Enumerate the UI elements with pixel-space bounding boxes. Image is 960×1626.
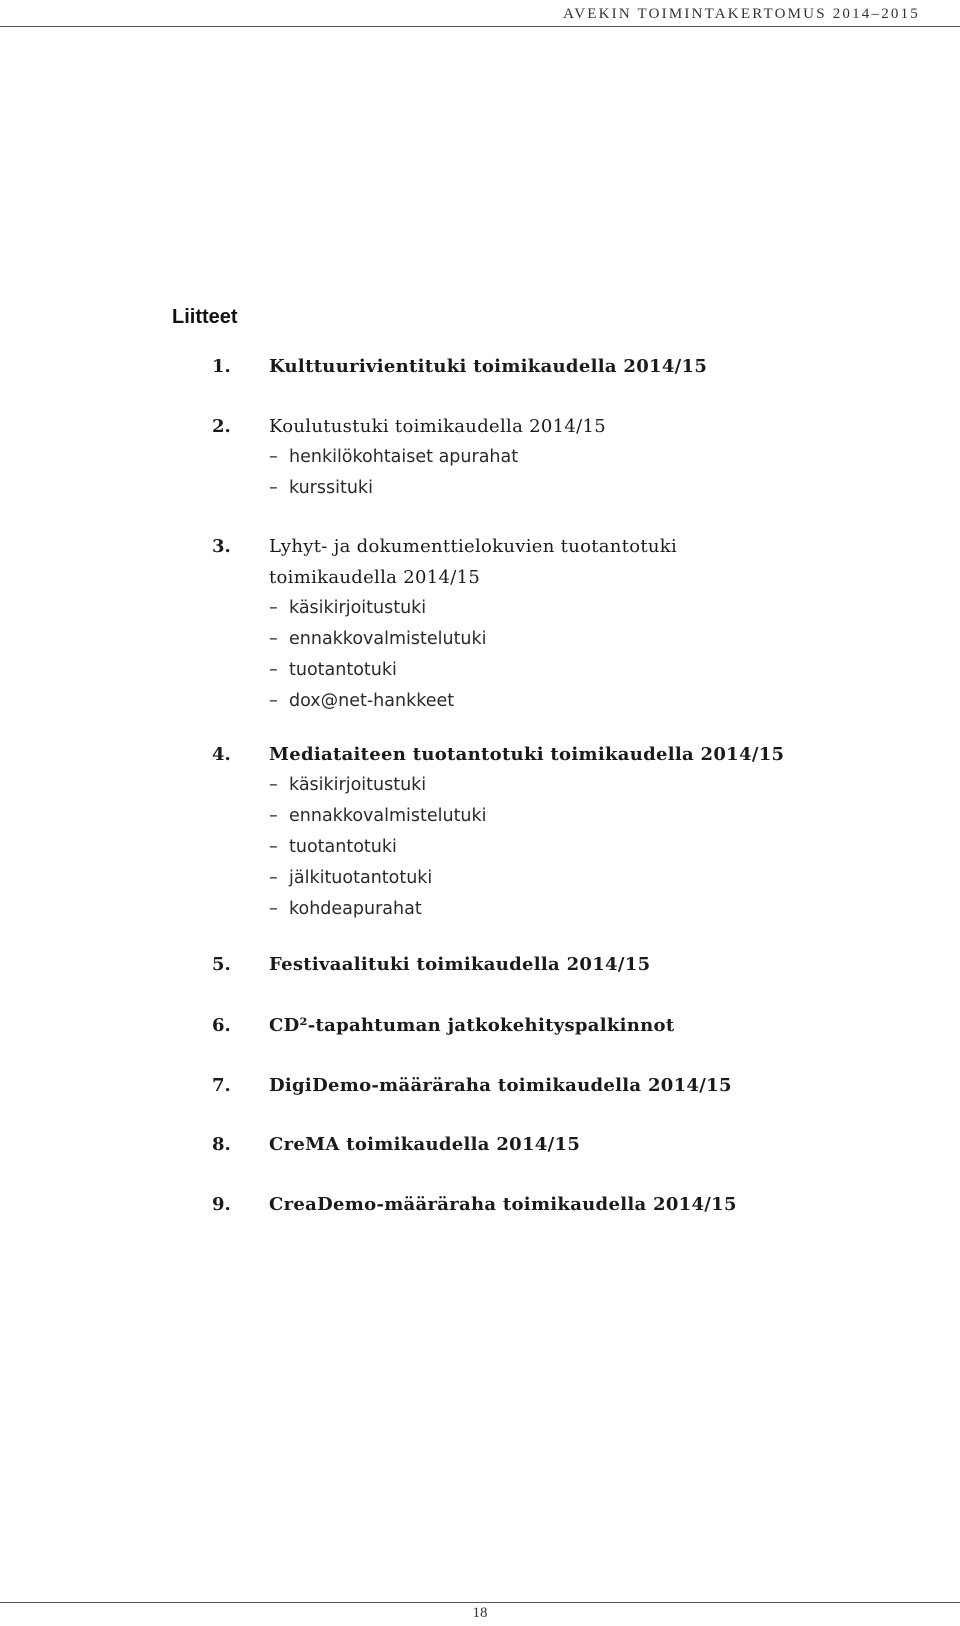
dash-bullet: – bbox=[269, 868, 278, 888]
sub-item-label: kohdeapurahat bbox=[289, 899, 422, 919]
sub-item-label: käsikirjoitustuki bbox=[289, 775, 427, 795]
sub-item bbox=[212, 837, 932, 868]
list-item-8 bbox=[212, 1134, 932, 1165]
list-item-9 bbox=[212, 1194, 932, 1225]
item-number: 3. bbox=[212, 536, 231, 557]
item-number: 1. bbox=[212, 356, 231, 377]
dash-bullet: – bbox=[269, 691, 278, 711]
sub-item-label: dox@net-hankkeet bbox=[289, 691, 455, 711]
header-divider bbox=[0, 26, 960, 27]
dash-bullet: – bbox=[269, 899, 278, 919]
sub-item-label: ennakkovalmistelutuki bbox=[289, 629, 487, 649]
item-title: Koulutustuki toimikaudella 2014/15 bbox=[269, 416, 607, 437]
item-number: 4. bbox=[212, 744, 231, 765]
dash-bullet: – bbox=[269, 598, 278, 618]
sub-item bbox=[212, 629, 932, 660]
sub-item-label: tuotantotuki bbox=[289, 660, 397, 680]
item-title: Lyhyt- ja dokumenttielokuvien tuotantotuki bbox=[269, 536, 678, 557]
sub-item bbox=[212, 691, 932, 722]
list-item-4 bbox=[212, 744, 932, 930]
item-title: Festivaalituki toimikaudella 2014/15 bbox=[269, 954, 651, 975]
dash-bullet: – bbox=[269, 629, 278, 649]
sub-item bbox=[212, 775, 932, 806]
item-number: 6. bbox=[212, 1015, 231, 1036]
sub-item-label: käsikirjoitustuki bbox=[289, 598, 427, 618]
sub-item bbox=[212, 899, 932, 930]
sub-item bbox=[212, 868, 932, 899]
sub-item-label: ennakkovalmistelutuki bbox=[289, 806, 487, 826]
sub-item bbox=[212, 447, 932, 478]
sub-item-label: henkilökohtaiset apurahat bbox=[289, 447, 519, 467]
item-title-continued: toimikaudella 2014/15 bbox=[269, 567, 481, 588]
sub-item-label: kurssituki bbox=[289, 478, 373, 498]
item-title: Mediataiteen tuotantotuki toimikaudella 2014/15 bbox=[269, 744, 785, 765]
dash-bullet: – bbox=[269, 806, 278, 826]
list-item-3 bbox=[212, 536, 932, 722]
list-item-2 bbox=[212, 416, 932, 509]
sub-item-label: jälkituotantotuki bbox=[289, 868, 433, 888]
item-number: 7. bbox=[212, 1075, 231, 1096]
item-title: CreMA toimikaudella 2014/15 bbox=[269, 1134, 581, 1155]
item-number: 9. bbox=[212, 1194, 231, 1215]
sub-item bbox=[212, 478, 932, 509]
page-number: 18 bbox=[472, 1605, 488, 1621]
sub-item bbox=[212, 598, 932, 629]
item-title: DigiDemo-määräraha toimikaudella 2014/15 bbox=[269, 1075, 732, 1096]
dash-bullet: – bbox=[269, 660, 278, 680]
footer-divider bbox=[0, 1602, 960, 1603]
list-item-5 bbox=[212, 954, 932, 985]
dash-bullet: – bbox=[269, 478, 278, 498]
item-title: CreaDemo-määräraha toimikaudella 2014/15 bbox=[269, 1194, 737, 1215]
sub-item bbox=[212, 806, 932, 837]
dash-bullet: – bbox=[269, 837, 278, 857]
item-number: 5. bbox=[212, 954, 231, 975]
sub-item-label: tuotantotuki bbox=[289, 837, 397, 857]
document-title: AVEKIN TOIMINTAKERTOMUS 2014–2015 bbox=[563, 6, 920, 22]
item-number: 2. bbox=[212, 416, 231, 437]
list-item-6 bbox=[212, 1015, 932, 1046]
item-title: Kulttuurivientituki toimikaudella 2014/15 bbox=[269, 356, 708, 377]
item-title: CD²-tapahtuman jatkokehityspalkinnot bbox=[269, 1015, 675, 1036]
attachments-heading: Liitteet bbox=[172, 306, 238, 328]
list-item-1 bbox=[212, 356, 932, 387]
sub-item bbox=[212, 660, 932, 691]
dash-bullet: – bbox=[269, 775, 278, 795]
dash-bullet: – bbox=[269, 447, 278, 467]
list-item-7 bbox=[212, 1075, 932, 1106]
item-number: 8. bbox=[212, 1134, 231, 1155]
